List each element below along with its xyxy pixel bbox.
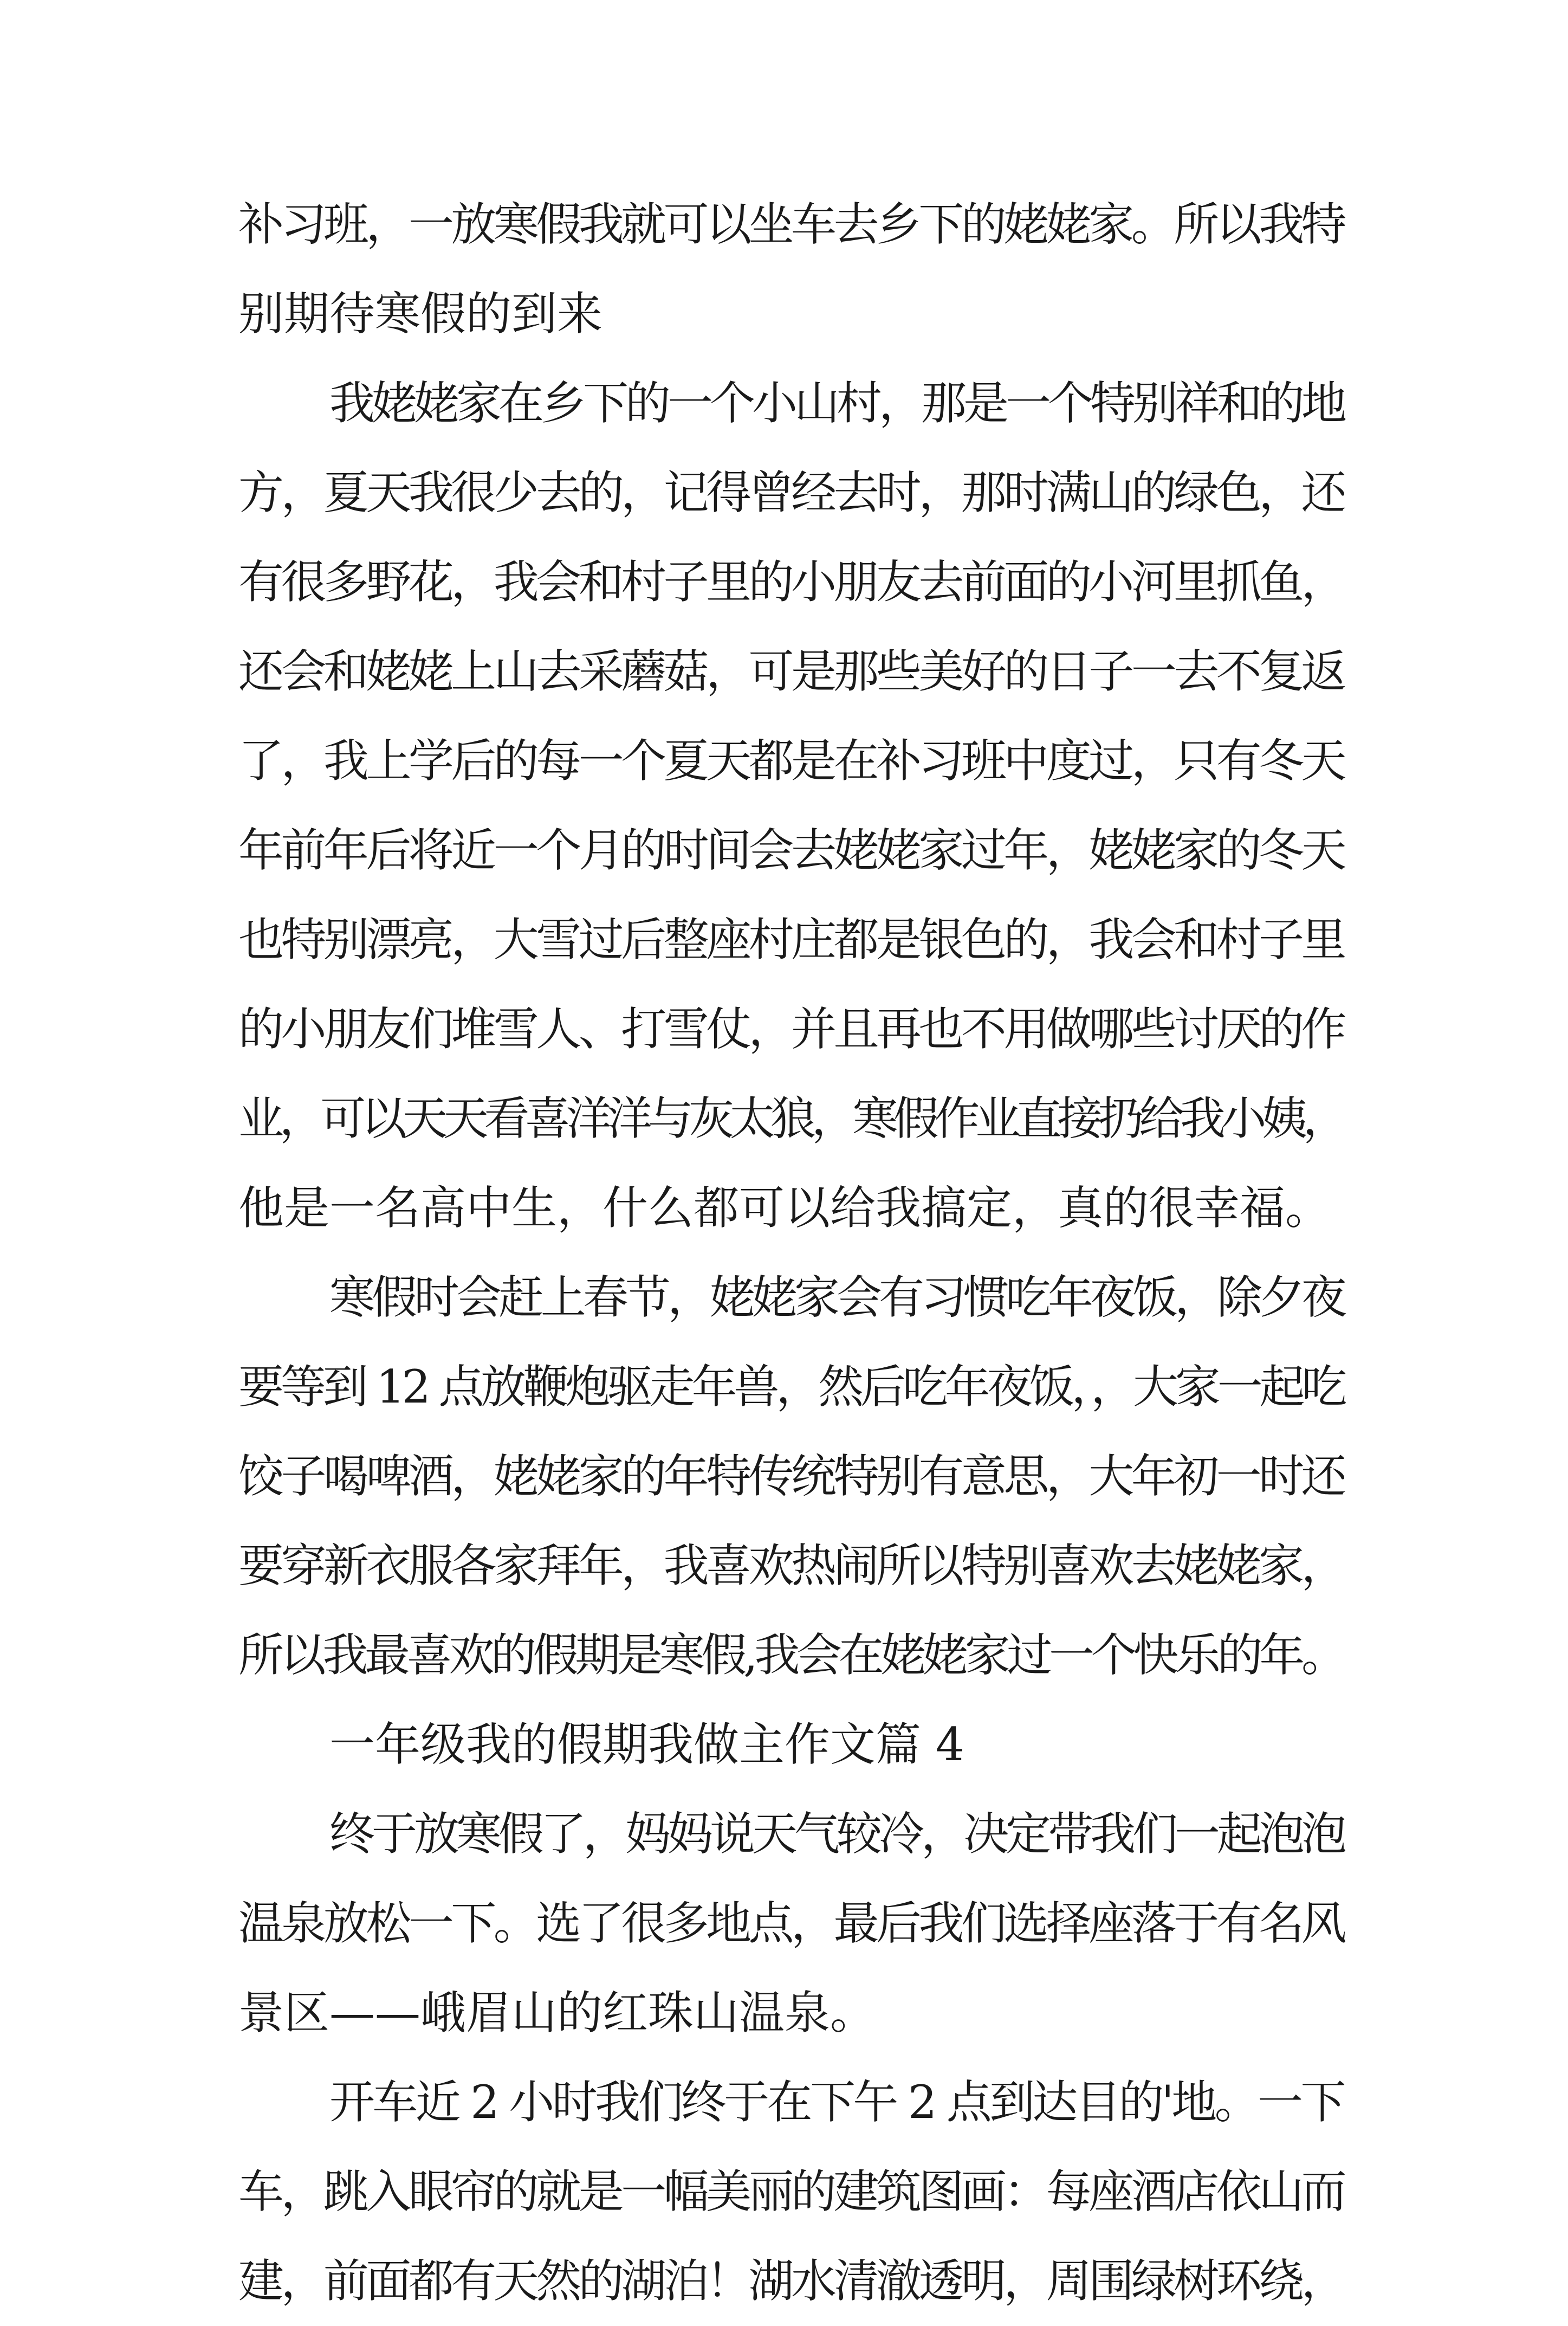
text-line: 温泉放松一下。选了很多地点，最后我们选择座落于有名风 xyxy=(238,1897,1344,1950)
text-line: 了，我上学后的每一个夏天都是在补习班中度过，只有冬天 xyxy=(238,734,1344,787)
text-line: 终于放寒假了，妈妈说天气较冷，决定带我们一起泡泡 xyxy=(329,1807,1344,1860)
text-line: 寒假时会赶上春节，姥姥家会有习惯吃年夜饭，除夕夜 xyxy=(329,1271,1344,1324)
text-line: 建，前面都有天然的湖泊！湖水清澈透明，周围绿树环绕， xyxy=(238,2254,1344,2308)
text-line: 还会和姥姥上山去采蘑菇，可是那些美好的日子一去不复返 xyxy=(238,645,1344,698)
text-line: 方，夏天我很少去的，记得曾经去时，那时满山的绿色，还 xyxy=(238,466,1344,519)
text-line: 我姥姥家在乡下的一个小山村，那是一个特别祥和的地 xyxy=(329,377,1344,430)
text-line: 车，跳入眼帘的就是一幅美丽的建筑图画：每座酒店依山而 xyxy=(238,2165,1344,2218)
text-line: 有很多野花，我会和村子里的小朋友去前面的小河里抓鱼， xyxy=(238,555,1344,609)
text-line: 一年级我的假期我做主作文篇 4 xyxy=(329,1718,965,1771)
text-line: 业，可以天天看喜洋洋与灰太狼，寒假作业直接扔给我小姨， xyxy=(238,1092,1344,1145)
text-line: 要等到 12 点放鞭炮驱走年兽，然后吃年夜饭，，大家一起吃 xyxy=(238,1360,1344,1413)
text-line: 饺子喝啤酒，姥姥家的年特传统特别有意思，大年初一时还 xyxy=(238,1450,1344,1503)
text-line: 也特别漂亮，大雪过后整座村庄都是银色的，我会和村子里 xyxy=(238,913,1344,966)
text-line: 别期待寒假的到来 xyxy=(238,287,603,340)
text-line: 景区——峨眉山的红珠山温泉。 xyxy=(238,1986,876,2039)
text-line: 年前年后将近一个月的时间会去姥姥家过年，姥姥家的冬天 xyxy=(238,824,1344,877)
text-line: 补习班，一放寒假我就可以坐车去乡下的姥姥家。所以我特 xyxy=(238,198,1344,251)
text-line: 开车近 2 小时我们终于在下午 2 点到达目的'地。一下 xyxy=(329,2076,1344,2129)
text-line: 要穿新衣服各家拜年，我喜欢热闹所以特别喜欢去姥姥家， xyxy=(238,1539,1344,1592)
text-line: 所以我最喜欢的假期是寒假,我会在姥姥家过一个快乐的年。 xyxy=(238,1629,1344,1682)
text-line: 的小朋友们堆雪人、打雪仗，并且再也不用做哪些讨厌的作 xyxy=(238,1003,1344,1056)
text-line: 他是一名高中生，什么都可以给我搞定，真的很幸福。 xyxy=(238,1181,1331,1235)
document-body xyxy=(238,180,1344,2326)
